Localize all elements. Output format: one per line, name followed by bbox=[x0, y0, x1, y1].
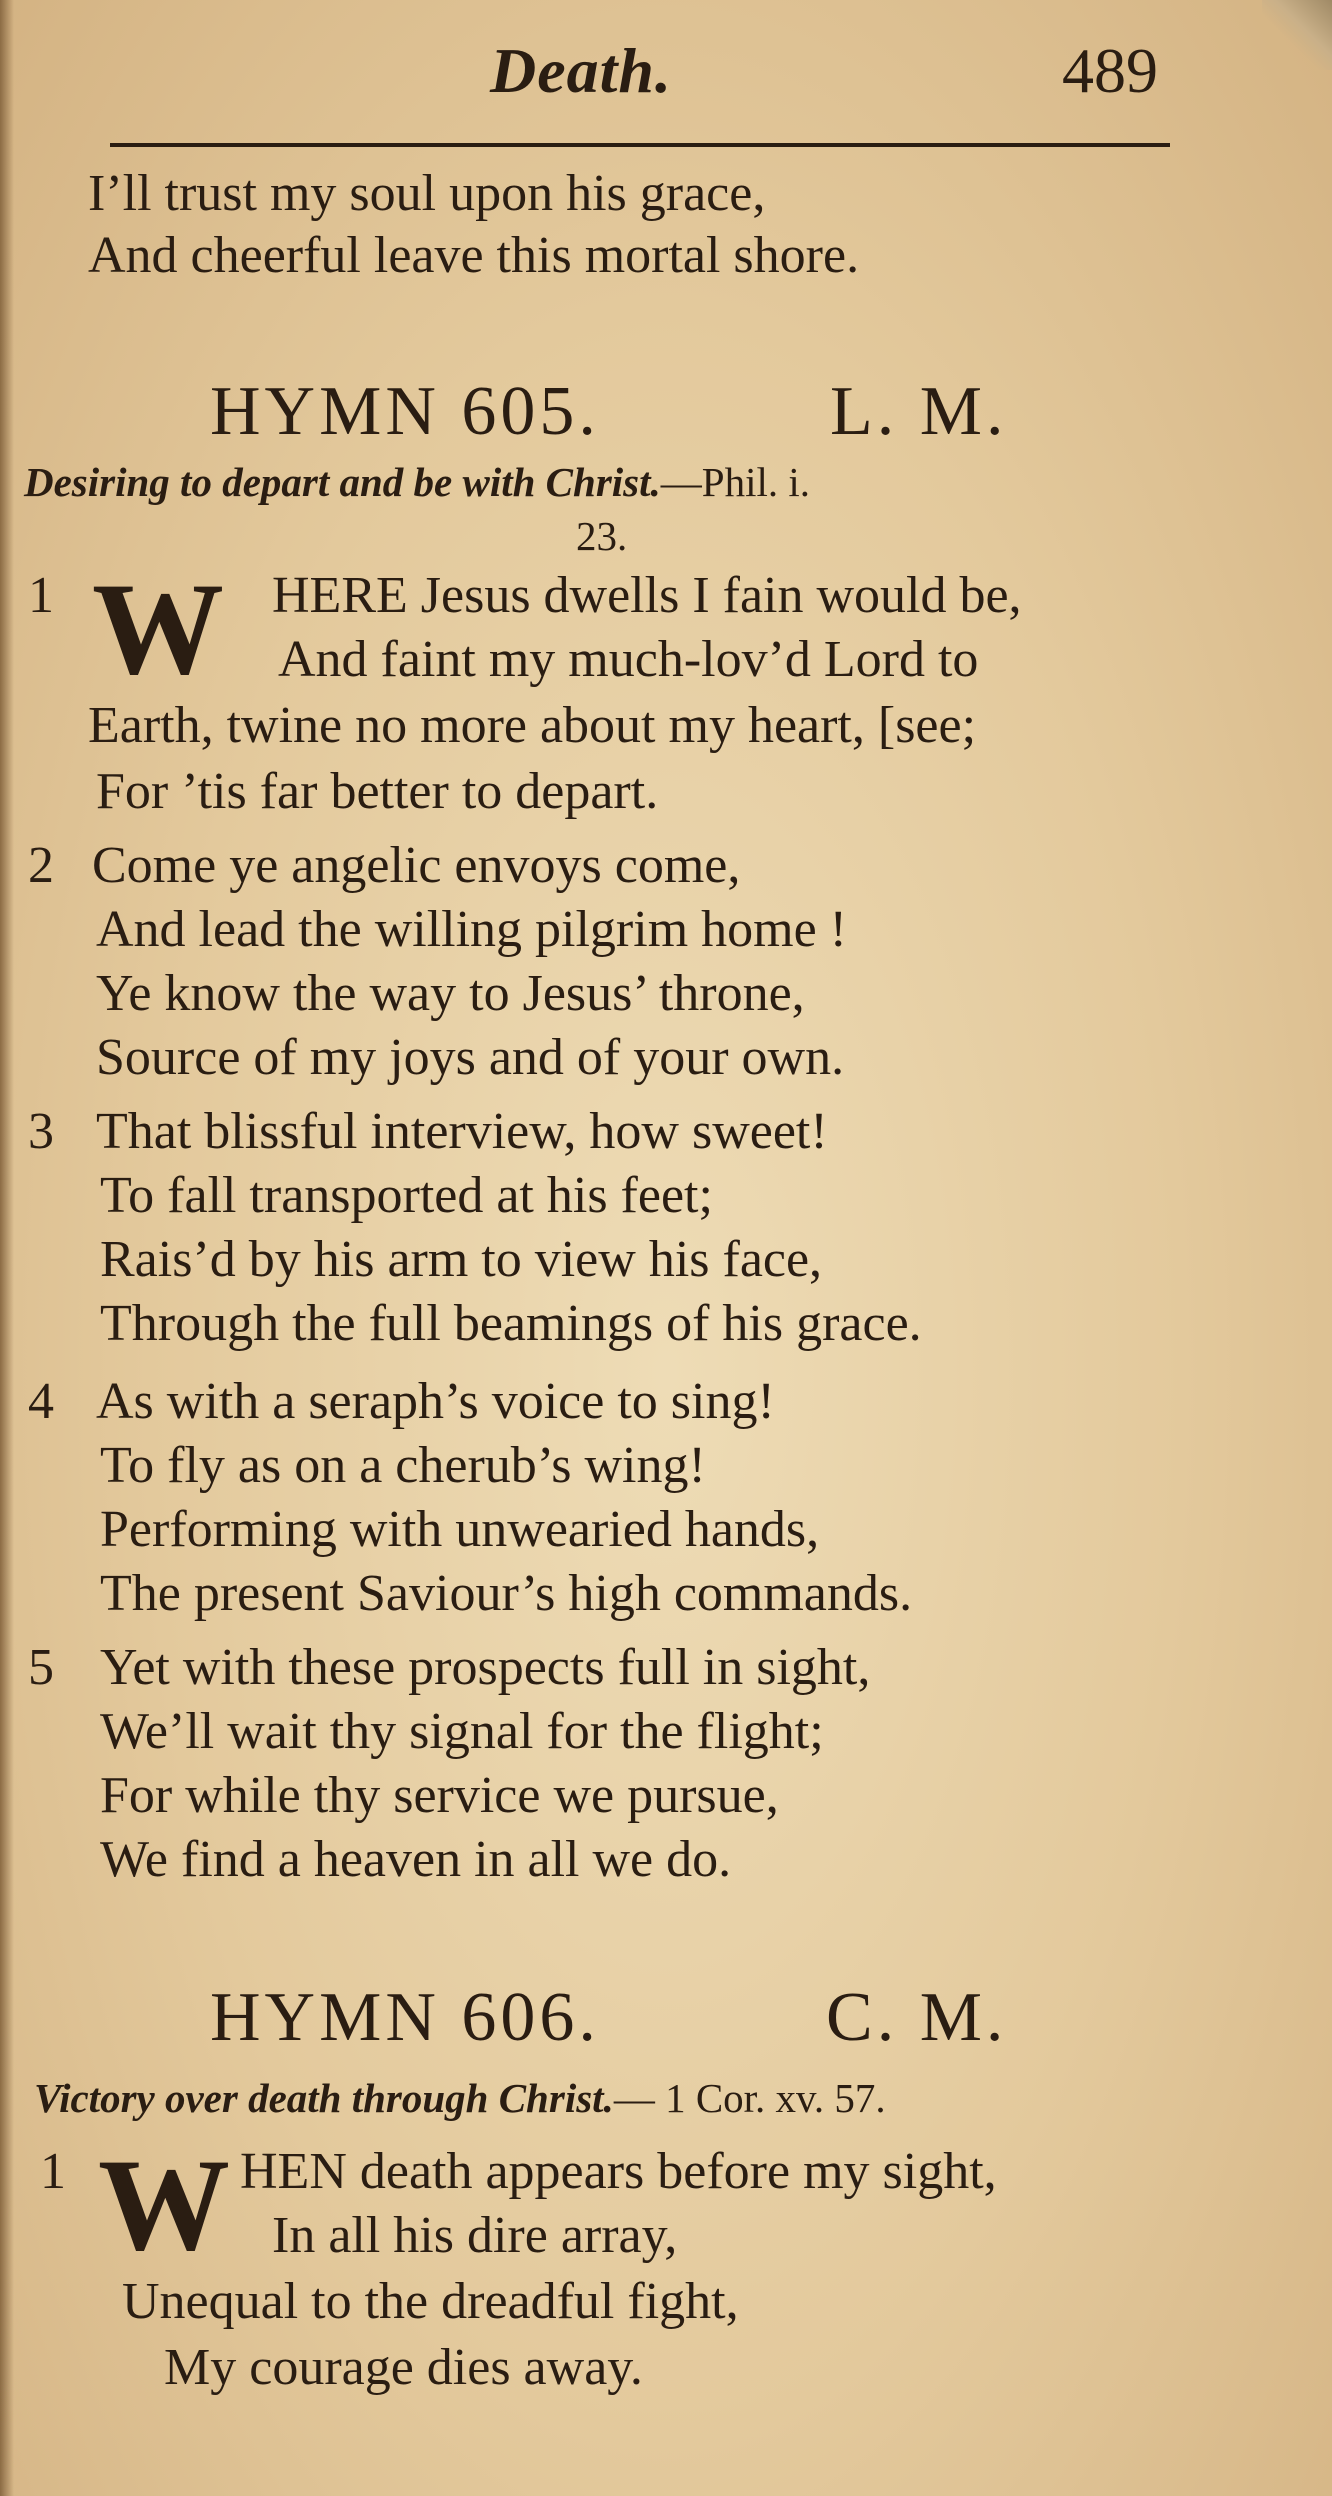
hymn-line: Come ye angelic envoys come, bbox=[92, 837, 741, 894]
hymn-line: Source of my joys and of your own. bbox=[96, 1029, 845, 1086]
drop-cap: W bbox=[92, 555, 224, 702]
hymn-line: As with a seraph’s voice to sing! bbox=[96, 1373, 775, 1430]
hymn-605-subtitle-reference: —Phil. i. bbox=[660, 459, 810, 505]
hymn-line: Unequal to the dreadful fight, bbox=[122, 2273, 739, 2330]
hymn-line: In all his dire array, bbox=[272, 2207, 678, 2264]
hymn-605-subtitle-reference-cont: 23. bbox=[576, 513, 628, 559]
hymn-line: HEN death appears before my sight, bbox=[240, 2143, 997, 2200]
stanza-number: 1 bbox=[28, 567, 54, 624]
hymn-605-subtitle-text: Desiring to depart and be with Christ. bbox=[24, 459, 661, 505]
hymn-line: For while thy service we pursue, bbox=[100, 1767, 779, 1824]
hymn-line: For ’tis far better to depart. bbox=[96, 763, 659, 820]
hymn-line: My courage dies away. bbox=[164, 2339, 643, 2396]
drop-cap: W bbox=[98, 2131, 230, 2278]
hymn-line: To fall transported at his feet; bbox=[100, 1167, 713, 1224]
hymn-line: Performing with unwearied hands, bbox=[100, 1501, 820, 1558]
hymn-606-subtitle-reference: — 1 Cor. xv. 57. bbox=[613, 2075, 886, 2121]
hymn-606-subtitle bbox=[34, 2074, 886, 2122]
stanza-number: 4 bbox=[28, 1373, 54, 1430]
hymn-line: That blissful interview, how sweet! bbox=[96, 1103, 828, 1160]
running-header-title: Death. bbox=[490, 35, 672, 106]
page-corner-fold bbox=[1262, 0, 1332, 70]
hymn-line: Yet with these prospects full in sight, bbox=[100, 1639, 871, 1696]
hymn-606-meter: C. M. bbox=[826, 1979, 1008, 2056]
hymn-line: HERE Jesus dwells I fain would be, bbox=[272, 567, 1022, 624]
hymn-line: Through the full beamings of his grace. bbox=[100, 1295, 922, 1352]
hymn-606-title: HYMN 606. bbox=[210, 1979, 600, 2056]
hymn-line: And lead the willing pilgrim home ! bbox=[96, 901, 847, 958]
hymn-605-subtitle bbox=[24, 458, 810, 506]
stanza-number: 5 bbox=[28, 1639, 54, 1696]
continuation-line: And cheerful leave this mortal shore. bbox=[88, 227, 860, 284]
page-number: 489 bbox=[1062, 35, 1158, 106]
page-spine-shadow bbox=[0, 0, 14, 2496]
hymn-606-subtitle-text: Victory over death through Christ. bbox=[34, 2075, 614, 2121]
hymn-line: Earth, twine no more about my heart, [see; bbox=[88, 697, 977, 754]
hymn-605-title: HYMN 605. bbox=[210, 373, 600, 450]
stanza-number: 2 bbox=[28, 837, 54, 894]
hymn-line: Ye know the way to Jesus’ throne, bbox=[96, 965, 805, 1022]
continuation-line: I’ll trust my soul upon his grace, bbox=[88, 165, 766, 222]
hymn-605-meter: L. M. bbox=[830, 373, 1008, 450]
hymn-line: We’ll wait thy signal for the flight; bbox=[100, 1703, 824, 1760]
hymn-line: Rais’d by his arm to view his face, bbox=[100, 1231, 823, 1288]
hymn-line: We find a heaven in all we do. bbox=[100, 1831, 732, 1888]
hymn-line: To fly as on a cherub’s wing! bbox=[100, 1437, 706, 1494]
hymn-line: The present Saviour’s high commands. bbox=[100, 1565, 913, 1622]
stanza-number: 1 bbox=[40, 2143, 66, 2200]
hymn-line: And faint my much-lov’d Lord to bbox=[278, 631, 979, 688]
header-rule bbox=[110, 143, 1170, 147]
stanza-number: 3 bbox=[28, 1103, 54, 1160]
